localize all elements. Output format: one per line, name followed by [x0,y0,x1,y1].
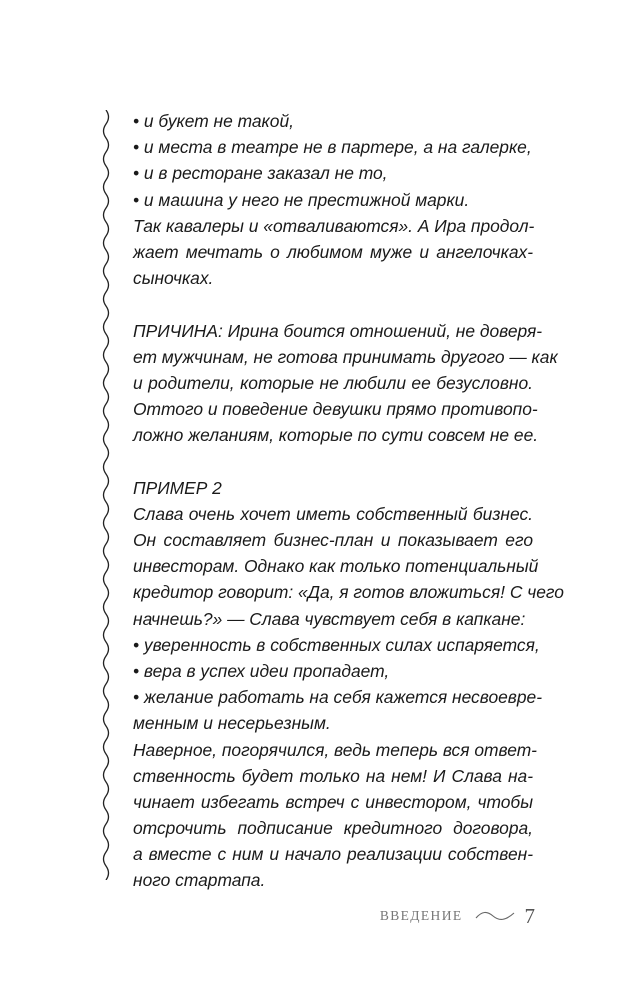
example-heading: ПРИМЕР 2 [133,477,222,498]
text-line: и родители, которые не любили ее безусловно. [133,372,533,393]
text-line: начнешь?» — Слава чувствует себя в капкане: [133,608,526,629]
page-footer [380,901,535,931]
bullet-line: • и места в театре не в партере, а на галерке, [133,137,532,158]
text-line: ственность будет только на нем! И Слава на- [133,765,533,786]
swash-icon [475,910,515,922]
paragraph-gap [133,448,533,474]
bullet-line: • желание работать на себя кажется несвоевре- [133,687,543,708]
text-line: ПРИЧИНА: Ирина боится отношений, не доверя- [133,320,543,341]
text-line: инвесторам. Однако как только потенциальный [133,556,539,577]
text-line: чинает избегать встреч с инвестором, чтобы [133,791,533,812]
text-line: ет мужчинам, не готова принимать другого — как [133,346,558,367]
running-head: ВВЕДЕНИЕ [379,908,463,923]
text-line: а вместе с ним и начало реализации собствен- [133,844,533,865]
text-line: отсрочить подписание кредитного договора, [133,818,533,839]
wavy-margin-line [98,110,114,880]
text-line: Оттого и поведение девушки прямо противопо- [133,399,538,420]
text-line: Так кавалеры и «отваливаются». А Ира продол- [133,215,535,236]
text-line: кредитор говорит: «Да, я готов вложиться! С чего [133,582,564,603]
bullet-line: • и в ресторане заказал не то, [133,163,388,184]
text-line: сыночках. [133,268,214,289]
paragraph-gap [133,291,533,317]
bullet-line: • и букет не такой, [133,111,294,131]
text-line: Наверное, погорячился, ведь теперь вся ответ- [133,739,537,760]
bullet-line: • уверенность в собственных силах испаряется, [133,634,540,655]
text-line: ного стартапа. [133,870,266,891]
text-line: жает мечтать о любимом муже и ангелочках- [133,241,533,262]
bullet-line: • и машина у него не престижной марки. [133,189,470,210]
text-line: Он составляет бизнес-план и показывает его [133,530,533,550]
bullet-line: • вера в успех идеи пропадает, [133,660,390,681]
text-line: Слава очень хочет иметь собственный бизнес. [133,503,533,524]
text-line: ложно желаниям, которые по сути совсем не ее. [133,425,539,446]
page-number: 7 [524,903,535,928]
body-text [133,108,564,894]
text-line: менным и несерьезным. [133,713,331,734]
